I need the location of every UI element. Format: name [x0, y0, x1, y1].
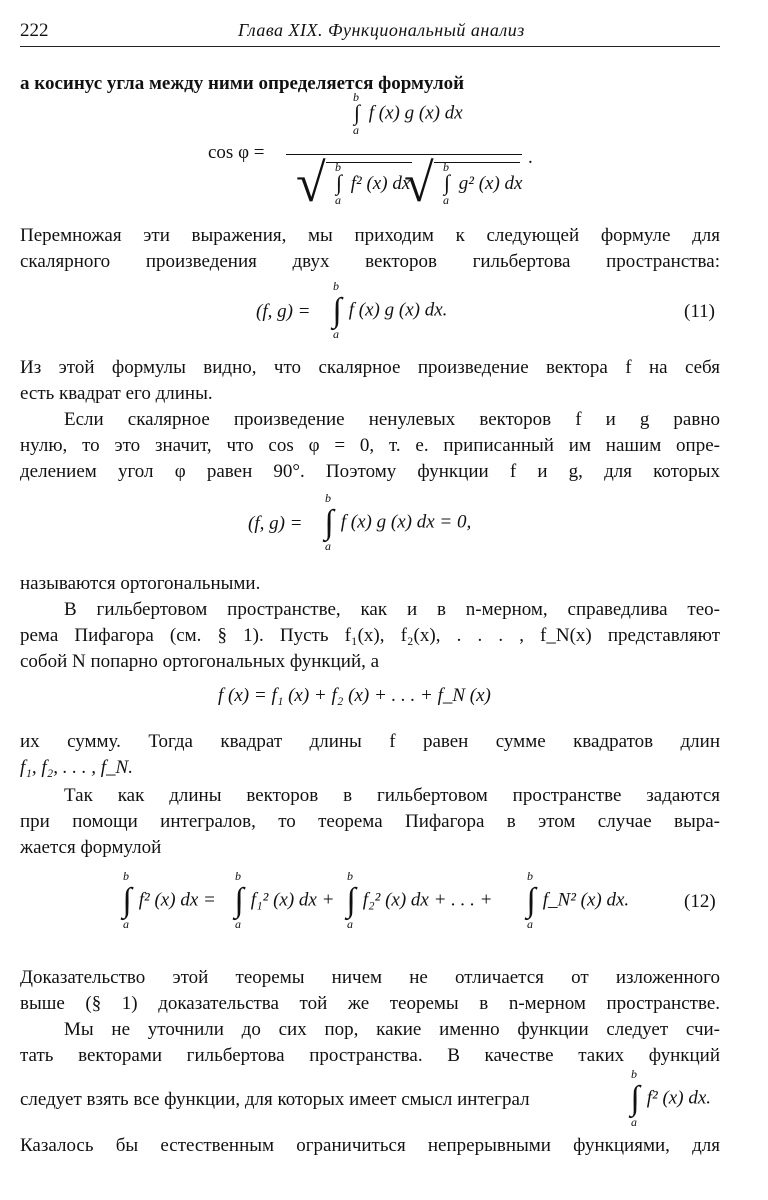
sqrt-sign: √ [296, 153, 326, 213]
integral-sign: b ∫ a [353, 90, 361, 137]
integral-sign: b ∫ a [335, 160, 343, 208]
running-title: Глава XIX. Функциональный анализ [238, 20, 525, 40]
text-line: делением угол φ равен 90°. Поэтому функции f и g, для которых [20, 461, 720, 482]
text-line: рема Пифагора (см. § 1). Пусть f₁(x), f₂(x), . . . , f_N(x) представляют [20, 625, 720, 646]
inline-integral [628, 1067, 711, 1129]
page-header [20, 20, 720, 46]
formula-sum: f (x) = f₁ (x) + f₂ (x) + . . . + f_N (x) [218, 685, 491, 706]
sqrt-sign: √ [404, 153, 434, 213]
text-line: Так как длины векторов в гильбертовом пространстве задаются [64, 785, 720, 806]
formula-12-term-2 [232, 869, 335, 931]
integral-sign: b ∫ a [332, 279, 342, 341]
formula-period: . [528, 147, 533, 168]
integral-sign: b ∫ a [526, 869, 536, 931]
text-line: выше (§ 1) доказательства той же теоремы в n-мерном пространстве. [20, 993, 720, 1014]
formula-12-term-4 [524, 869, 630, 931]
formula-12-expr-1: f² (x) dx = [138, 889, 216, 911]
integral-sign: b ∫ a [346, 869, 356, 931]
text-line: Казалось бы естественным ограничиться непрерывными функциями, для [20, 1135, 720, 1156]
text-line: а косинус угла между ними определяется формулой [20, 73, 465, 94]
denominator-expression-1: f² (x) dx [350, 173, 411, 194]
text-line: Перемножая эти выражения, мы приходим к следующей формуле для [20, 225, 720, 246]
text-line: следует взять все функции, для которых имеет смысл интеграл [20, 1089, 530, 1110]
denominator-term-1 [332, 160, 411, 208]
denominator-term-2 [440, 160, 523, 208]
text-line: называются ортогональными. [20, 573, 261, 594]
integral-sign: b ∫ a [630, 1067, 640, 1129]
equation-number-12: (12) [684, 891, 716, 912]
text-line: нулю, то это значит, что cos φ = 0, т. е. приписанный им нашим опре- [20, 435, 720, 456]
formula-11-lhs: (f, g) = [256, 301, 311, 322]
inline-integral-expr: f² (x) dx. [646, 1087, 711, 1109]
text-line: жается формулой [20, 837, 162, 858]
integral-sign: b ∫ a [324, 491, 334, 553]
text-line: при помощи интегралов, то теорема Пифагора в этом случае выра- [20, 811, 720, 832]
formula-12-expr-4: f_N² (x) dx. [542, 889, 630, 911]
formula-12-term-1 [120, 869, 216, 931]
formula-ortho-integrand: f (x) g (x) dx = 0, [340, 511, 472, 533]
text-line: тать векторами гильбертова пространства. В качестве таких функций [20, 1045, 720, 1066]
integral-sign: b ∫ a [443, 160, 451, 208]
header-rule [20, 46, 720, 47]
formula-11-integrand: f (x) g (x) dx. [348, 299, 448, 321]
numerator-expression: f (x) g (x) dx [368, 102, 463, 124]
text-line: Доказательство этой теоремы ничем не отличается от изложенного [20, 967, 720, 988]
text-line: скалярного произведения двух векторов гильбертова пространства: [20, 251, 720, 272]
formula-12-term-3 [344, 869, 493, 931]
formula-12-expr-3: f₂² (x) dx + . . . + [362, 889, 493, 911]
integral-sign: b ∫ a [234, 869, 244, 931]
cos-label: cos φ = [208, 142, 265, 163]
text-line: Если скалярное произведение ненулевых векторов f и g равно [64, 409, 720, 430]
page-number: 222 [20, 20, 49, 41]
equation-number-11: (11) [684, 301, 715, 322]
text-line: их сумму. Тогда квадрат длины f равен сумме квадратов длин [20, 731, 720, 752]
text-line: Из этой формулы видно, что скалярное произведение вектора f на себя [20, 357, 720, 378]
formula-11-rhs [330, 279, 448, 341]
denominator-expression-2: g² (x) dx [458, 173, 523, 194]
text-line: Мы не уточнили до сих пор, какие именно функции следует счи- [64, 1019, 720, 1040]
formula-ortho-lhs: (f, g) = [248, 513, 303, 534]
text-line: В гильбертовом пространстве, как и в n-мерном, справедлива тео- [64, 599, 720, 620]
text-line: f₁, f₂, . . . , f_N. [20, 757, 133, 778]
text-line: есть квадрат его длины. [20, 383, 213, 404]
formula-12-expr-2: f₁² (x) dx + [250, 889, 335, 911]
formula-ortho-rhs [322, 491, 472, 553]
integral-sign: b ∫ a [122, 869, 132, 931]
text-line: собой N попарно ортогональных функций, а [20, 651, 380, 672]
fraction-numerator [350, 90, 463, 137]
